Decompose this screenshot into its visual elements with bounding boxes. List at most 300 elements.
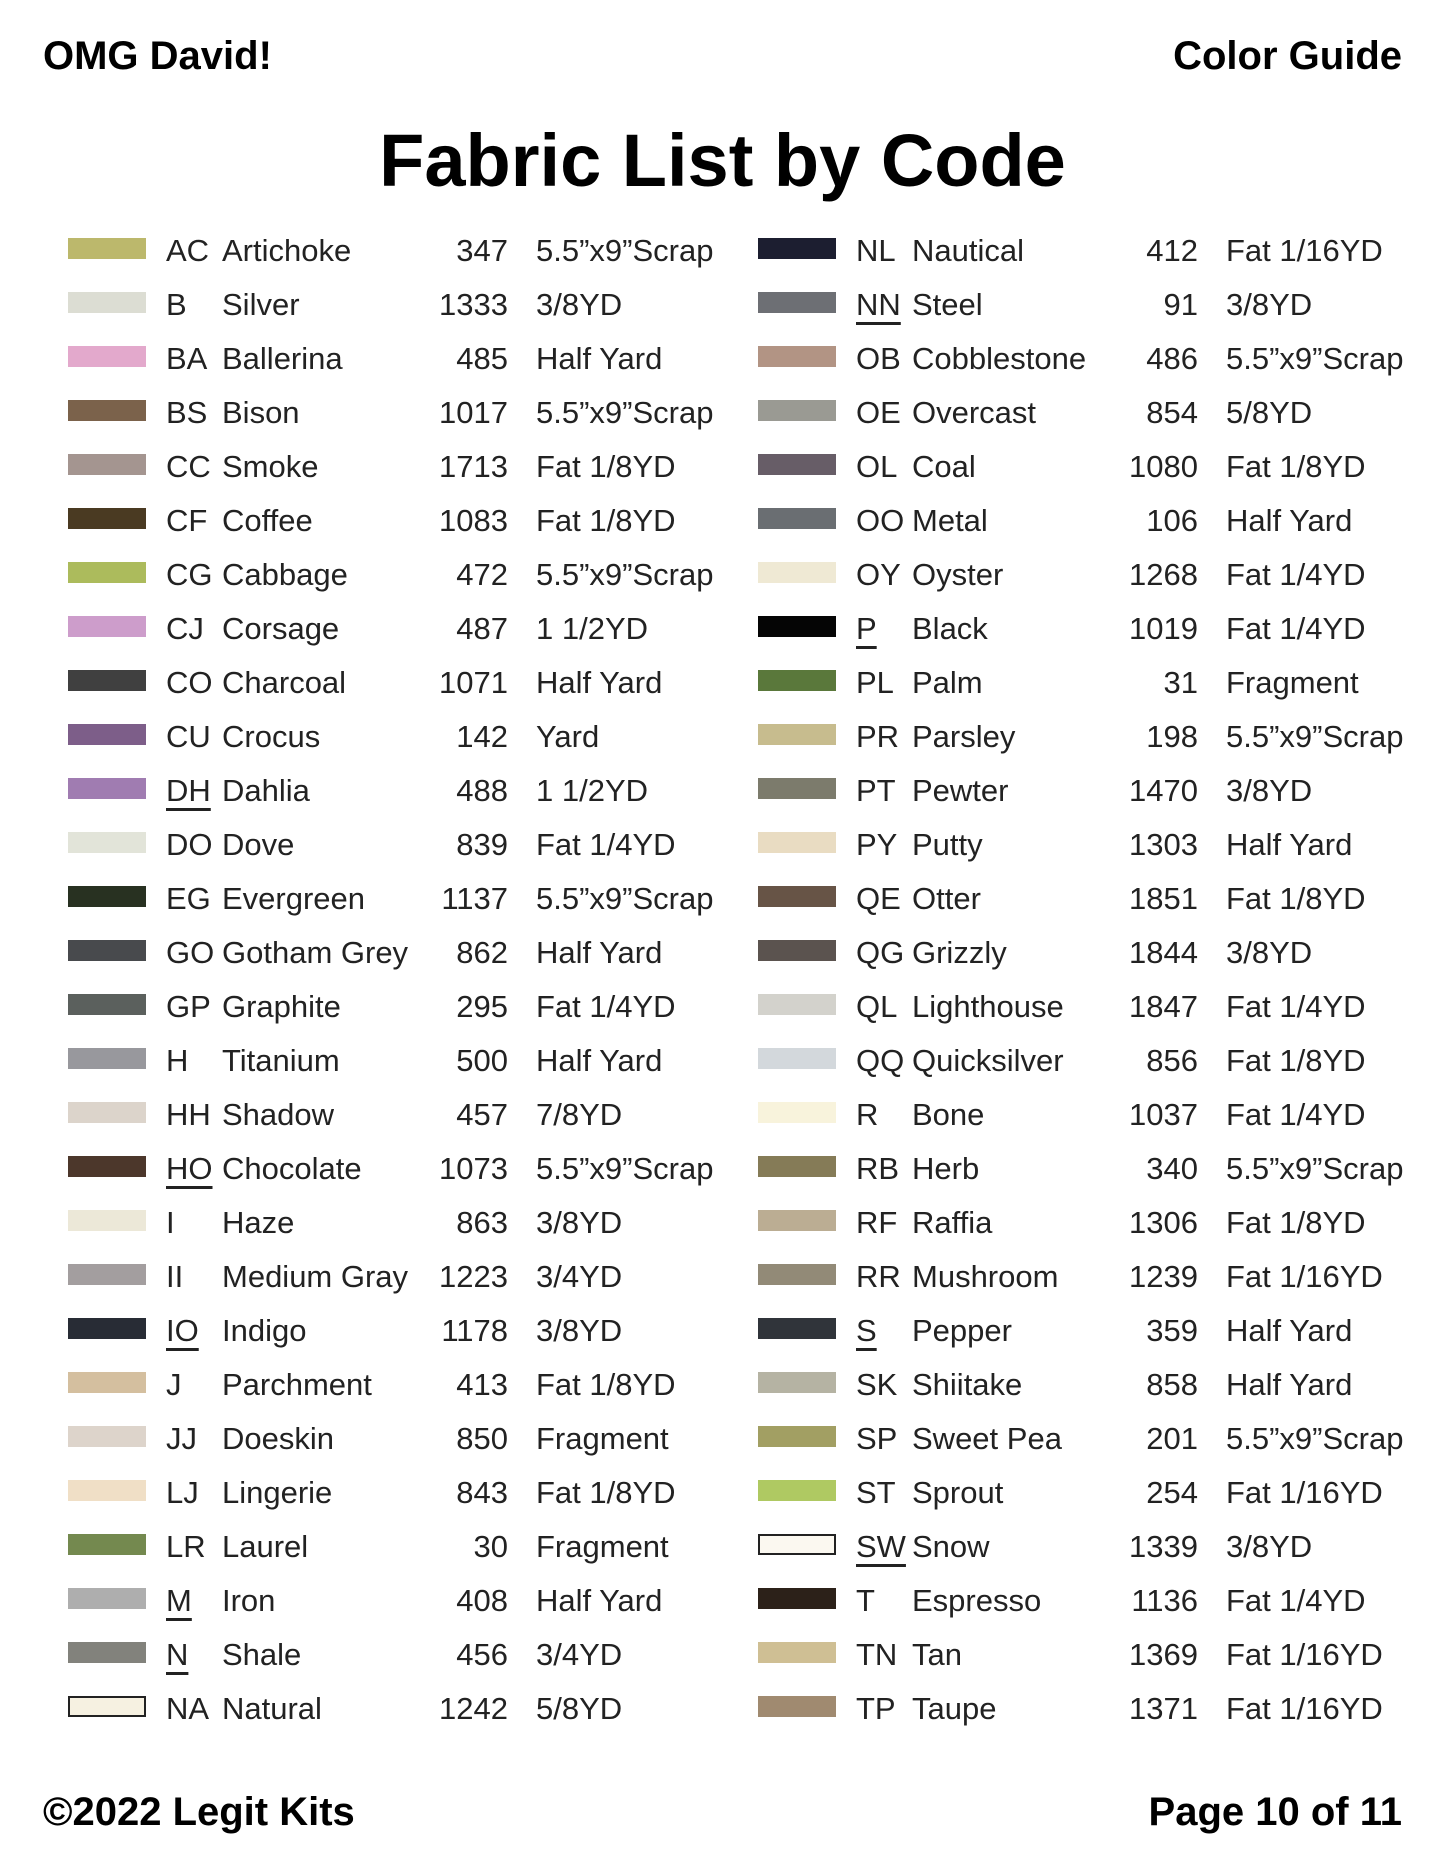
fabric-code: OB xyxy=(856,341,901,376)
fabric-number: 1083 xyxy=(439,503,508,538)
color-swatch xyxy=(68,508,146,529)
fabric-row xyxy=(66,873,766,927)
fabric-code: J xyxy=(166,1367,182,1402)
fabric-size: Fat 1/4YD xyxy=(1226,1097,1366,1132)
color-swatch xyxy=(758,454,836,475)
fabric-code: RR xyxy=(856,1259,901,1294)
fabric-number: 485 xyxy=(456,341,508,376)
fabric-code: RF xyxy=(856,1205,898,1240)
fabric-name: Metal xyxy=(912,503,988,538)
fabric-number: 487 xyxy=(456,611,508,646)
color-swatch xyxy=(68,1102,146,1123)
fabric-number: 1071 xyxy=(439,665,508,700)
fabric-number: 1178 xyxy=(441,1313,508,1348)
fabric-code: PL xyxy=(856,665,894,700)
color-swatch xyxy=(68,292,146,313)
fabric-number: 472 xyxy=(456,557,508,592)
fabric-row xyxy=(756,1359,1445,1413)
fabric-code: QQ xyxy=(856,1043,905,1078)
color-swatch xyxy=(758,1426,836,1447)
fabric-number: 295 xyxy=(456,989,508,1024)
fabric-number: 198 xyxy=(1146,719,1198,754)
fabric-code: OY xyxy=(856,557,901,592)
fabric-number: 1303 xyxy=(1129,827,1198,862)
color-swatch xyxy=(758,400,836,421)
fabric-row xyxy=(756,1089,1445,1143)
fabric-number: 201 xyxy=(1146,1421,1198,1456)
fabric-name: Evergreen xyxy=(222,881,366,916)
fabric-number: 106 xyxy=(1146,503,1198,538)
fabric-number: 862 xyxy=(456,935,508,970)
fabric-code: BA xyxy=(166,341,208,376)
fabric-number: 254 xyxy=(1146,1475,1198,1510)
fabric-code: IO xyxy=(166,1313,199,1348)
fabric-code: QG xyxy=(856,935,905,970)
fabric-size: Half Yard xyxy=(536,1583,663,1618)
fabric-name: Silver xyxy=(222,287,300,322)
footer-copyright: ©2022 Legit Kits xyxy=(43,1790,355,1834)
fabric-code: TP xyxy=(856,1691,896,1726)
fabric-row xyxy=(756,1035,1445,1089)
fabric-row xyxy=(66,927,766,981)
fabric-code: QL xyxy=(856,989,898,1024)
fabric-name: Shadow xyxy=(222,1097,335,1132)
fabric-number: 413 xyxy=(456,1367,508,1402)
fabric-name: Coal xyxy=(912,449,976,484)
fabric-name: Grizzly xyxy=(912,935,1007,970)
fabric-size: 5.5”x9”Scrap xyxy=(1226,1421,1404,1456)
color-swatch xyxy=(758,778,836,799)
fabric-code: TN xyxy=(856,1637,898,1672)
fabric-code: PY xyxy=(856,827,898,862)
fabric-size: 5.5”x9”Scrap xyxy=(536,395,714,430)
fabric-size: Half Yard xyxy=(1226,1367,1353,1402)
fabric-size: Fat 1/16YD xyxy=(1226,233,1383,268)
fabric-name: Pewter xyxy=(912,773,1009,808)
fabric-code: S xyxy=(856,1313,877,1348)
fabric-row xyxy=(756,279,1445,333)
color-swatch xyxy=(68,1210,146,1231)
fabric-size: 3/8YD xyxy=(1226,287,1313,322)
fabric-code: CG xyxy=(166,557,213,592)
fabric-number: 1136 xyxy=(1131,1583,1198,1618)
color-swatch xyxy=(68,940,146,961)
fabric-code: DH xyxy=(166,773,211,808)
fabric-number: 1333 xyxy=(439,287,508,322)
fabric-name: Overcast xyxy=(912,395,1037,430)
fabric-code: II xyxy=(166,1259,184,1294)
fabric-code: RB xyxy=(856,1151,900,1186)
fabric-code: GO xyxy=(166,935,215,970)
fabric-number: 347 xyxy=(456,233,508,268)
fabric-size: 3/8YD xyxy=(536,1205,623,1240)
fabric-row xyxy=(66,1467,766,1521)
color-swatch xyxy=(68,994,146,1015)
fabric-row xyxy=(756,1521,1445,1575)
fabric-code: HO xyxy=(166,1151,213,1186)
fabric-name: Charcoal xyxy=(222,665,347,700)
fabric-row xyxy=(756,711,1445,765)
fabric-code: EG xyxy=(166,881,211,916)
fabric-code: CO xyxy=(166,665,213,700)
fabric-number: 1239 xyxy=(1129,1259,1198,1294)
color-swatch xyxy=(68,1426,146,1447)
fabric-row xyxy=(66,765,766,819)
color-swatch xyxy=(68,1642,146,1663)
color-swatch xyxy=(758,994,836,1015)
fabric-number: 91 xyxy=(1163,287,1198,322)
fabric-size: Fat 1/8YD xyxy=(1226,1043,1366,1078)
fabric-size: Fat 1/16YD xyxy=(1226,1691,1383,1726)
fabric-row xyxy=(756,1683,1445,1737)
fabric-row xyxy=(756,981,1445,1035)
fabric-size: 3/8YD xyxy=(1226,935,1313,970)
fabric-number: 1339 xyxy=(1129,1529,1198,1564)
fabric-row xyxy=(756,765,1445,819)
fabric-size: Fat 1/4YD xyxy=(1226,1583,1366,1618)
fabric-size: 5/8YD xyxy=(536,1691,623,1726)
color-swatch xyxy=(758,670,836,691)
color-swatch xyxy=(68,1588,146,1609)
color-swatch xyxy=(68,1264,146,1285)
fabric-code: BS xyxy=(166,395,208,430)
fabric-size: 3/8YD xyxy=(536,1313,623,1348)
fabric-number: 488 xyxy=(456,773,508,808)
fabric-row xyxy=(66,495,766,549)
fabric-size: Fat 1/16YD xyxy=(1226,1259,1383,1294)
fabric-code: JJ xyxy=(166,1421,197,1456)
fabric-number: 843 xyxy=(456,1475,508,1510)
color-swatch xyxy=(758,1156,836,1177)
fabric-size: 5.5”x9”Scrap xyxy=(536,557,714,592)
fabric-name: Bison xyxy=(222,395,300,430)
fabric-number: 1470 xyxy=(1129,773,1198,808)
color-swatch xyxy=(68,1156,146,1177)
fabric-number: 359 xyxy=(1146,1313,1198,1348)
fabric-name: Medium Gray xyxy=(222,1259,409,1294)
fabric-size: 3/4YD xyxy=(536,1637,623,1672)
fabric-row xyxy=(756,1305,1445,1359)
fabric-row xyxy=(66,333,766,387)
fabric-name: Palm xyxy=(912,665,983,700)
fabric-name: Parsley xyxy=(912,719,1016,754)
fabric-number: 839 xyxy=(456,827,508,862)
color-swatch xyxy=(68,1480,146,1501)
fabric-size: Fat 1/4YD xyxy=(536,827,676,862)
fabric-number: 1851 xyxy=(1129,881,1198,916)
fabric-size: Fat 1/8YD xyxy=(1226,881,1366,916)
fabric-name: Steel xyxy=(912,287,983,322)
fabric-name: Herb xyxy=(912,1151,980,1186)
fabric-code: CJ xyxy=(166,611,204,646)
fabric-row xyxy=(756,657,1445,711)
fabric-code: PR xyxy=(856,719,900,754)
fabric-row xyxy=(756,387,1445,441)
fabric-name: Chocolate xyxy=(222,1151,362,1186)
fabric-name: Laurel xyxy=(222,1529,309,1564)
fabric-row xyxy=(66,1143,766,1197)
color-swatch xyxy=(758,1534,836,1555)
fabric-row xyxy=(756,1467,1445,1521)
fabric-name: Coffee xyxy=(222,503,313,538)
fabric-row xyxy=(66,549,766,603)
fabric-number: 486 xyxy=(1146,341,1198,376)
fabric-row xyxy=(756,1197,1445,1251)
fabric-name: Taupe xyxy=(912,1691,997,1726)
fabric-row xyxy=(756,873,1445,927)
fabric-row xyxy=(66,1305,766,1359)
color-swatch xyxy=(758,1318,836,1339)
color-swatch xyxy=(68,1696,146,1717)
fabric-size: Fat 1/4YD xyxy=(536,989,676,1024)
fabric-size: Fat 1/4YD xyxy=(1226,611,1366,646)
fabric-size: Half Yard xyxy=(536,1043,663,1078)
footer-page-number: Page 10 of 11 xyxy=(1148,1790,1402,1834)
color-swatch xyxy=(758,1102,836,1123)
fabric-number: 1369 xyxy=(1129,1637,1198,1672)
color-swatch xyxy=(758,292,836,313)
color-swatch xyxy=(758,1264,836,1285)
fabric-size: Fat 1/4YD xyxy=(1226,557,1366,592)
fabric-number: 858 xyxy=(1146,1367,1198,1402)
fabric-code: CU xyxy=(166,719,211,754)
fabric-size: 5.5”x9”Scrap xyxy=(536,881,714,916)
fabric-number: 1713 xyxy=(439,449,508,484)
fabric-code: QE xyxy=(856,881,901,916)
color-swatch xyxy=(68,346,146,367)
fabric-code: AC xyxy=(166,233,210,268)
fabric-number: 456 xyxy=(456,1637,508,1672)
fabric-number: 457 xyxy=(456,1097,508,1132)
fabric-row xyxy=(66,1521,766,1575)
fabric-number: 1017 xyxy=(439,395,508,430)
fabric-name: Shiitake xyxy=(912,1367,1023,1402)
color-swatch xyxy=(68,454,146,475)
color-swatch xyxy=(758,562,836,583)
fabric-name: Haze xyxy=(222,1205,295,1240)
fabric-name: Indigo xyxy=(222,1313,307,1348)
fabric-size: Fat 1/8YD xyxy=(1226,1205,1366,1240)
fabric-name: Sprout xyxy=(912,1475,1004,1510)
fabric-row xyxy=(756,819,1445,873)
fabric-name: Graphite xyxy=(222,989,341,1024)
fabric-name: Doeskin xyxy=(222,1421,334,1456)
fabric-name: Natural xyxy=(222,1691,322,1726)
fabric-number: 1073 xyxy=(439,1151,508,1186)
fabric-number: 1268 xyxy=(1129,557,1198,592)
fabric-row xyxy=(756,603,1445,657)
fabric-column-left xyxy=(66,225,766,1737)
fabric-size: Half Yard xyxy=(1226,1313,1353,1348)
fabric-row xyxy=(66,1359,766,1413)
color-swatch xyxy=(758,1588,836,1609)
fabric-number: 1037 xyxy=(1129,1097,1198,1132)
fabric-row xyxy=(66,1089,766,1143)
fabric-row xyxy=(756,333,1445,387)
fabric-name: Mushroom xyxy=(912,1259,1059,1294)
fabric-name: Dahlia xyxy=(222,773,310,808)
fabric-size: 5.5”x9”Scrap xyxy=(1226,719,1404,754)
fabric-code: NL xyxy=(856,233,896,268)
fabric-code: CF xyxy=(166,503,208,538)
fabric-code: I xyxy=(166,1205,175,1240)
color-swatch xyxy=(68,616,146,637)
fabric-name: Gotham Grey xyxy=(222,935,409,970)
fabric-row xyxy=(756,1251,1445,1305)
color-swatch xyxy=(68,832,146,853)
fabric-size: 5.5”x9”Scrap xyxy=(1226,1151,1404,1186)
fabric-number: 1371 xyxy=(1129,1691,1198,1726)
color-swatch xyxy=(758,346,836,367)
fabric-row xyxy=(66,603,766,657)
header-right-title: Color Guide xyxy=(1173,34,1402,78)
fabric-size: Fat 1/8YD xyxy=(536,503,676,538)
fabric-row xyxy=(66,819,766,873)
fabric-size: 1 1/2YD xyxy=(536,773,649,808)
fabric-size: Fat 1/16YD xyxy=(1226,1637,1383,1672)
color-swatch xyxy=(758,1642,836,1663)
fabric-size: Half Yard xyxy=(1226,503,1353,538)
fabric-name: Ballerina xyxy=(222,341,343,376)
color-swatch xyxy=(758,886,836,907)
color-swatch xyxy=(68,886,146,907)
fabric-number: 850 xyxy=(456,1421,508,1456)
fabric-code: GP xyxy=(166,989,211,1024)
fabric-name: Putty xyxy=(912,827,983,862)
fabric-name: Cabbage xyxy=(222,557,348,592)
fabric-name: Tan xyxy=(912,1637,962,1672)
color-swatch xyxy=(68,724,146,745)
fabric-size: Fragment xyxy=(536,1529,669,1564)
fabric-row xyxy=(66,225,766,279)
fabric-row xyxy=(66,657,766,711)
fabric-size: 7/8YD xyxy=(536,1097,623,1132)
fabric-name: Smoke xyxy=(222,449,319,484)
fabric-name: Bone xyxy=(912,1097,985,1132)
fabric-size: Fat 1/8YD xyxy=(536,1367,676,1402)
fabric-name: Snow xyxy=(912,1529,990,1564)
color-swatch xyxy=(68,238,146,259)
fabric-code: ST xyxy=(856,1475,896,1510)
fabric-number: 412 xyxy=(1146,233,1198,268)
fabric-number: 340 xyxy=(1146,1151,1198,1186)
fabric-row xyxy=(66,1035,766,1089)
fabric-size: Fat 1/8YD xyxy=(536,1475,676,1510)
fabric-row xyxy=(66,387,766,441)
header-left-title: OMG David! xyxy=(43,34,272,78)
fabric-number: 1137 xyxy=(441,881,508,916)
fabric-number: 854 xyxy=(1146,395,1198,430)
fabric-code: M xyxy=(166,1583,192,1618)
fabric-code: N xyxy=(166,1637,189,1672)
fabric-name: Lingerie xyxy=(222,1475,333,1510)
fabric-row xyxy=(756,1629,1445,1683)
fabric-name: Pepper xyxy=(912,1313,1012,1348)
fabric-number: 1242 xyxy=(439,1691,508,1726)
fabric-size: 5.5”x9”Scrap xyxy=(536,1151,714,1186)
fabric-size: 3/8YD xyxy=(1226,773,1313,808)
fabric-code: HH xyxy=(166,1097,211,1132)
fabric-number: 500 xyxy=(456,1043,508,1078)
fabric-code: OO xyxy=(856,503,905,538)
fabric-row xyxy=(756,927,1445,981)
fabric-number: 863 xyxy=(456,1205,508,1240)
fabric-row xyxy=(66,441,766,495)
color-swatch xyxy=(68,670,146,691)
color-swatch xyxy=(758,724,836,745)
fabric-column-right xyxy=(756,225,1445,1737)
fabric-code: T xyxy=(856,1583,875,1618)
fabric-row xyxy=(66,1197,766,1251)
fabric-code: NN xyxy=(856,287,901,322)
page-title: Fabric List by Code xyxy=(379,119,1066,202)
fabric-row xyxy=(756,1143,1445,1197)
fabric-name: Oyster xyxy=(912,557,1004,592)
fabric-name: Titanium xyxy=(222,1043,340,1078)
color-swatch xyxy=(758,1372,836,1393)
fabric-code: LR xyxy=(166,1529,206,1564)
fabric-code: PT xyxy=(856,773,896,808)
fabric-size: Fat 1/8YD xyxy=(536,449,676,484)
fabric-size: Fragment xyxy=(536,1421,669,1456)
fabric-code: SP xyxy=(856,1421,898,1456)
fabric-number: 1019 xyxy=(1129,611,1198,646)
color-swatch xyxy=(758,1480,836,1501)
fabric-size: 3/8YD xyxy=(536,287,623,322)
fabric-number: 1844 xyxy=(1129,935,1198,970)
fabric-name: Cobblestone xyxy=(912,341,1087,376)
color-swatch xyxy=(68,778,146,799)
fabric-code: H xyxy=(166,1043,189,1078)
fabric-row xyxy=(66,279,766,333)
fabric-name: Parchment xyxy=(222,1367,372,1402)
color-swatch xyxy=(68,1372,146,1393)
fabric-code: P xyxy=(856,611,877,646)
fabric-number: 856 xyxy=(1146,1043,1198,1078)
fabric-size: 5.5”x9”Scrap xyxy=(1226,341,1404,376)
color-swatch xyxy=(758,832,836,853)
fabric-name: Otter xyxy=(912,881,981,916)
fabric-size: Yard xyxy=(536,719,600,754)
fabric-code: LJ xyxy=(166,1475,199,1510)
fabric-row xyxy=(756,441,1445,495)
fabric-size: Fat 1/16YD xyxy=(1226,1475,1383,1510)
fabric-size: 3/8YD xyxy=(1226,1529,1313,1564)
fabric-name: Shale xyxy=(222,1637,302,1672)
fabric-code: CC xyxy=(166,449,211,484)
fabric-size: Fragment xyxy=(1226,665,1359,700)
fabric-number: 1080 xyxy=(1129,449,1198,484)
fabric-size: 3/4YD xyxy=(536,1259,623,1294)
fabric-name: Raffia xyxy=(912,1205,993,1240)
fabric-name: Crocus xyxy=(222,719,321,754)
fabric-number: 1306 xyxy=(1129,1205,1198,1240)
color-swatch xyxy=(68,1534,146,1555)
fabric-row xyxy=(756,495,1445,549)
fabric-row xyxy=(756,1413,1445,1467)
fabric-row xyxy=(66,1683,766,1737)
fabric-name: Espresso xyxy=(912,1583,1042,1618)
fabric-code: B xyxy=(166,287,187,322)
fabric-row xyxy=(66,1575,766,1629)
fabric-size: 1 1/2YD xyxy=(536,611,649,646)
color-swatch xyxy=(758,1048,836,1069)
fabric-name: Iron xyxy=(222,1583,276,1618)
fabric-size: Fat 1/8YD xyxy=(1226,449,1366,484)
fabric-name: Sweet Pea xyxy=(912,1421,1062,1456)
fabric-row xyxy=(66,711,766,765)
fabric-row xyxy=(66,1629,766,1683)
